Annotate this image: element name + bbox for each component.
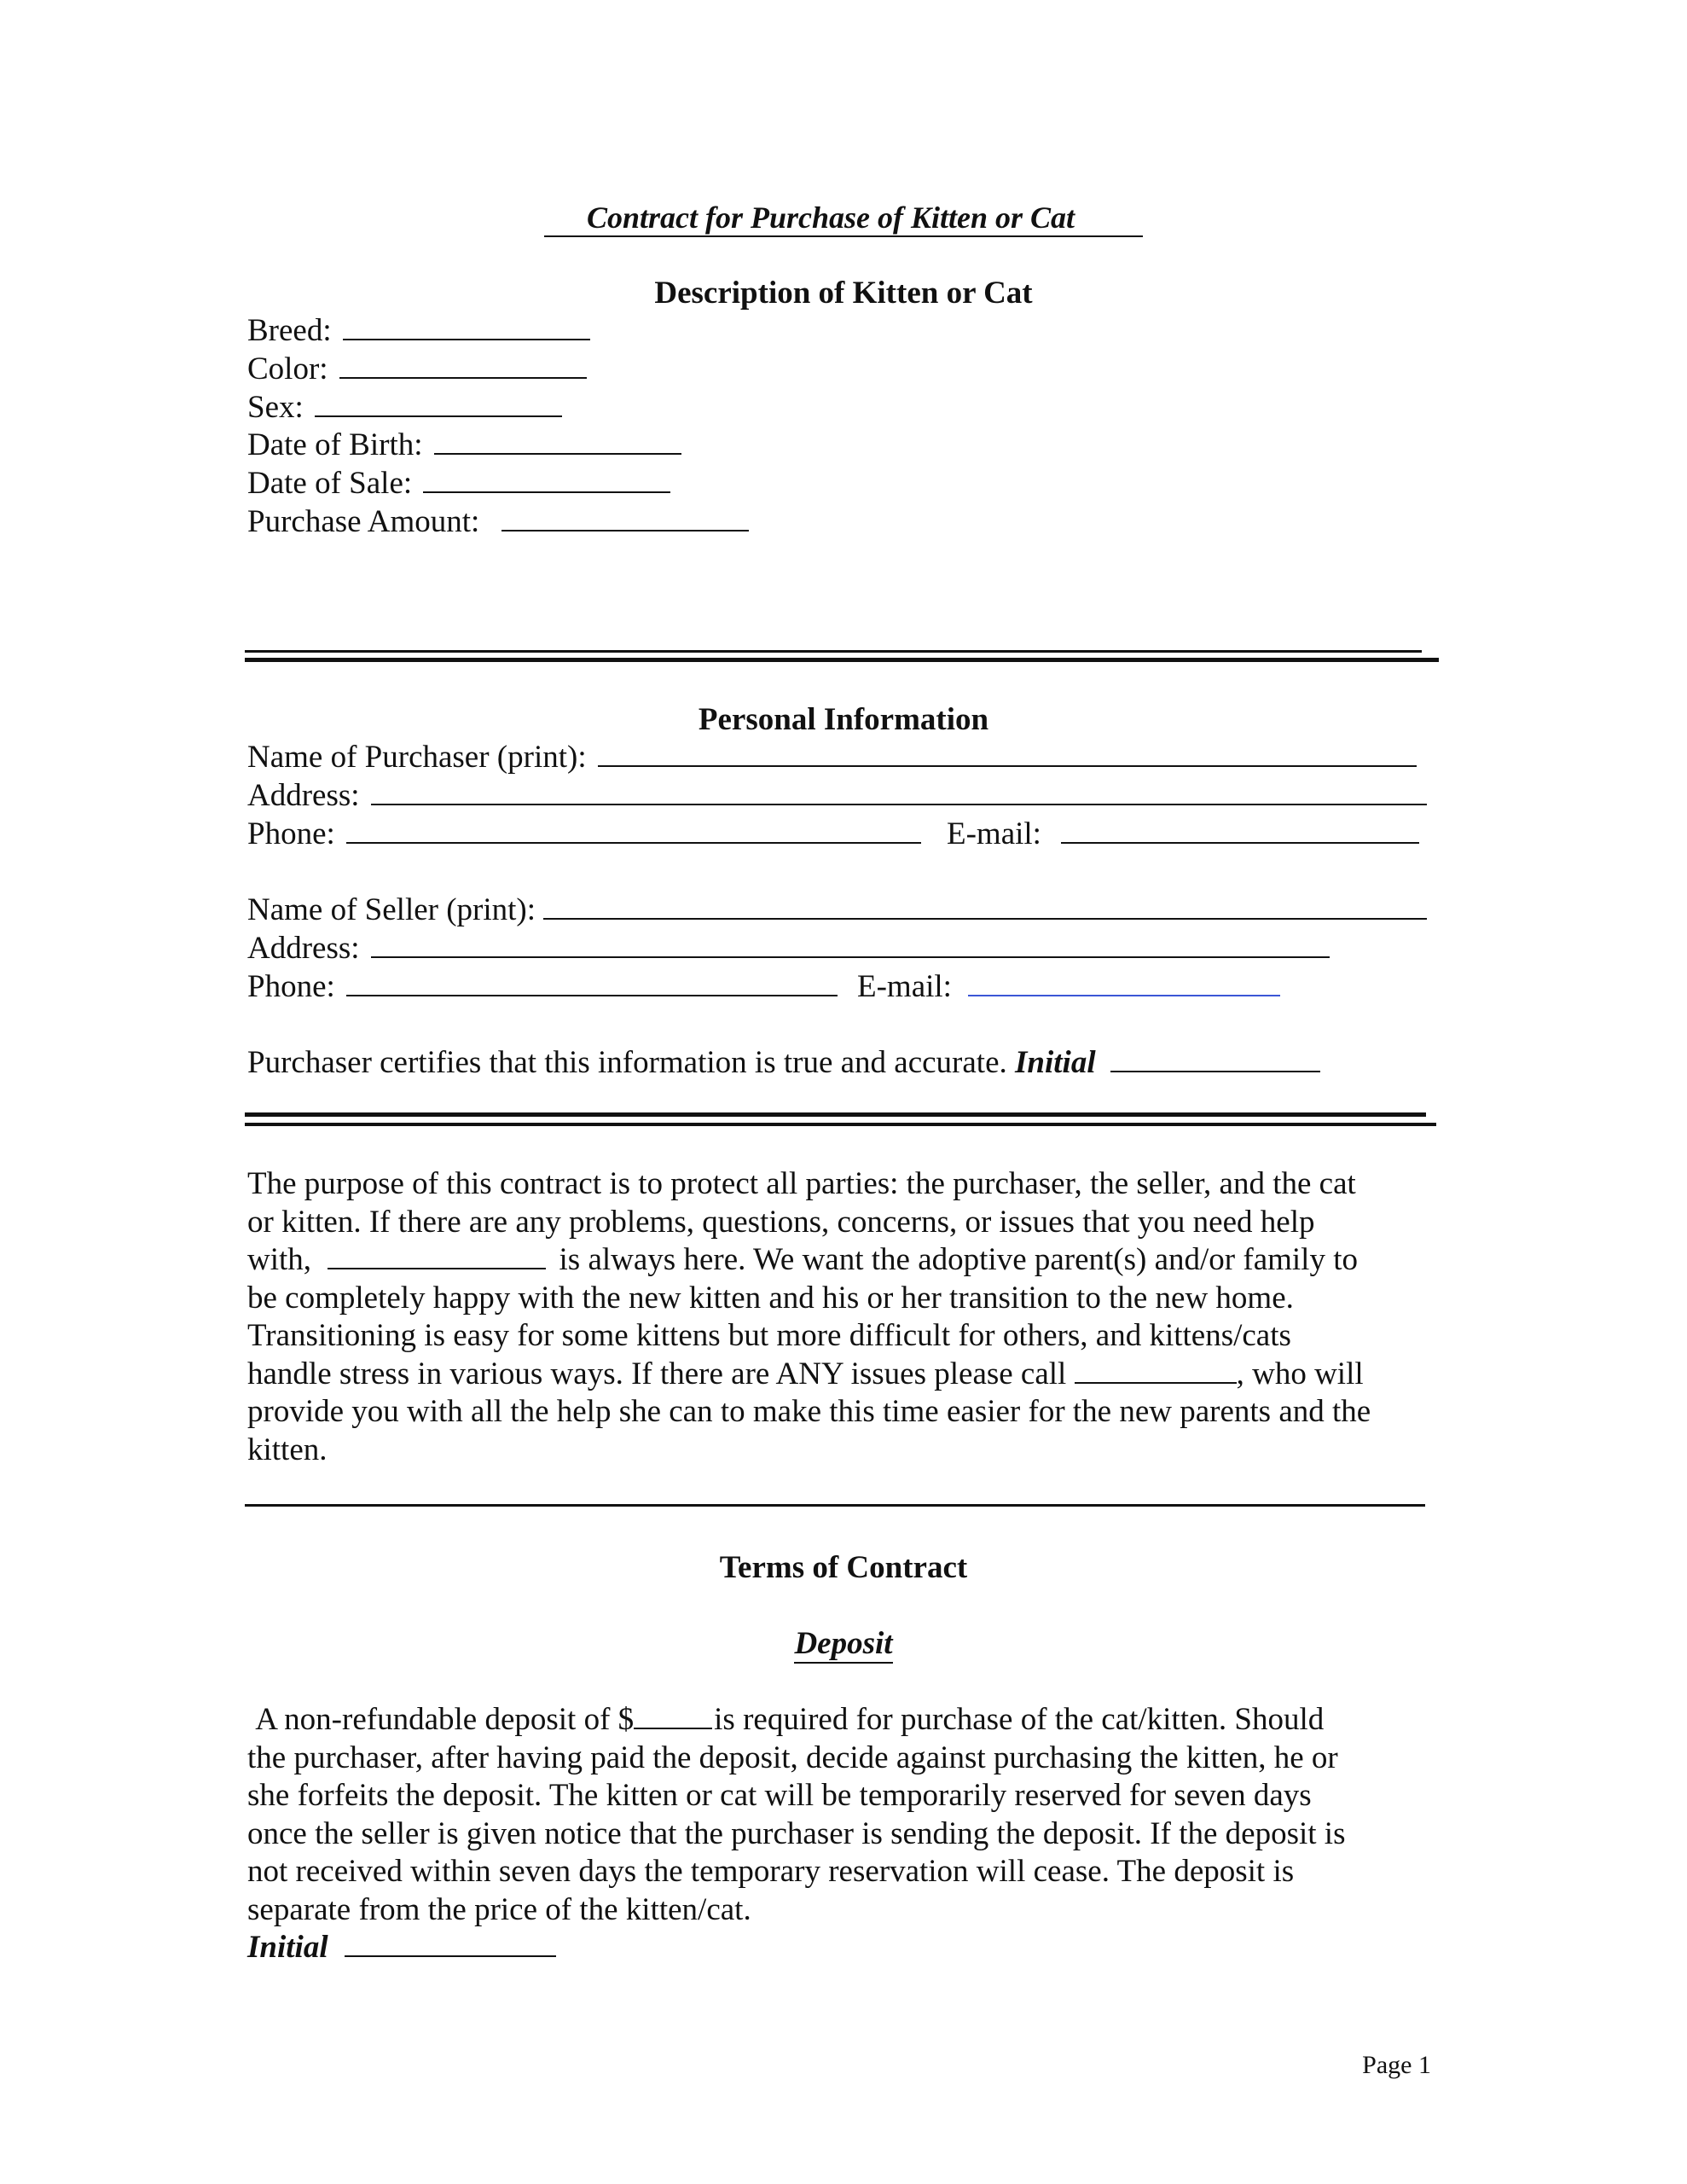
deposit-initial-line [247, 1929, 1458, 1967]
purchaser-phone-field [247, 816, 921, 854]
breed-field [247, 312, 590, 351]
purpose-line-5: Transitioning is easy for some kittens but more difficult for others, and kittens/cats [247, 1318, 1291, 1353]
deposit-line-5: not received within seven days the temporary reservation will cease. The deposit is [247, 1854, 1295, 1889]
seller-email-field [857, 968, 1280, 1007]
deposit-line-1-tail: is required for purchase of the cat/kitten. Should [714, 1702, 1325, 1737]
section-divider-thin [245, 650, 1422, 653]
color-label: Color: [247, 351, 328, 386]
seller-phone-blank[interactable] [346, 969, 838, 996]
purpose-line-3-text: is always here. We want the adoptive parent(s) and/or family to [559, 1242, 1358, 1277]
purchaser-address-label: Address: [247, 778, 360, 813]
seller-email-label: E-mail: [857, 969, 952, 1004]
deposit-heading: Deposit [794, 1626, 892, 1664]
date-of-sale-label: Date of Sale: [247, 466, 413, 501]
seller-address-blank[interactable] [371, 931, 1330, 958]
call-name-blank[interactable] [1075, 1356, 1237, 1384]
purpose-line-7: provide you with all the help she can to make this time easier for the new parents and the [247, 1394, 1371, 1429]
purchase-amount-label: Purchase Amount: [247, 504, 480, 539]
breed-label: Breed: [247, 313, 332, 348]
description-heading: Description of Kitten or Cat [654, 276, 1033, 311]
deposit-line-4: once the seller is given notice that the purchaser is sending the deposit. If the deposit is [247, 1815, 1346, 1851]
sex-blank[interactable] [315, 390, 562, 417]
color-blank[interactable] [339, 351, 587, 379]
sex-field [247, 389, 562, 427]
seller-phone-field [247, 968, 838, 1007]
purchaser-email-blank[interactable] [1061, 816, 1419, 844]
purpose-line-4: be completely happy with the new kitten and his or her transition to the new home. [247, 1280, 1294, 1316]
date-of-birth-blank[interactable] [434, 427, 681, 455]
purpose-with: with, [247, 1242, 312, 1277]
document-title [0, 200, 1687, 237]
certify-text: Purchaser certifies that this information is true and accurate. [247, 1045, 1007, 1080]
purchaser-name-field [247, 739, 1417, 777]
document-title-text: Contract for Purchase of Kitten or Cat [544, 200, 1143, 237]
seller-address-field [247, 930, 1330, 968]
terms-heading: Terms of Contract [719, 1550, 968, 1585]
purchaser-email-field [947, 816, 1419, 854]
purchaser-name-blank[interactable] [598, 740, 1417, 767]
seller-name-field [247, 892, 1427, 930]
deposit-amount-blank[interactable] [634, 1702, 712, 1729]
purpose-line-2: or kitten. If there are any problems, questions, concerns, or issues that you need help [247, 1204, 1315, 1240]
seller-phone-label: Phone: [247, 969, 335, 1004]
breed-blank[interactable] [343, 313, 590, 340]
purchaser-phone-blank[interactable] [346, 816, 921, 844]
purchaser-email-label: E-mail: [947, 816, 1041, 851]
purpose-line-6-tail: , who will [1236, 1356, 1364, 1391]
purpose-line-6 [247, 1356, 1458, 1394]
date-of-sale-field [247, 465, 670, 503]
deposit-line-3: she forfeits the deposit. The kitten or cat will be temporarily reserved for seven days [247, 1778, 1312, 1813]
deposit-line-1-text: A non-refundable deposit of $ [255, 1702, 635, 1737]
section-divider-thin-2 [245, 1123, 1436, 1126]
deposit-paragraph [247, 1701, 1458, 1967]
section-divider-thick [245, 658, 1439, 662]
date-of-birth-field [247, 427, 681, 465]
certify-initial-blank[interactable] [1110, 1045, 1320, 1072]
deposit-heading-wrap [0, 1625, 1687, 1662]
date-of-birth-label: Date of Birth: [247, 427, 423, 462]
seller-address-label: Address: [247, 931, 360, 966]
purchaser-phone-label: Phone: [247, 816, 335, 851]
deposit-line-2: the purchaser, after having paid the deposit, decide against purchasing the kitten, he or [247, 1740, 1338, 1775]
purchaser-name-label: Name of Purchaser (print): [247, 740, 587, 775]
seller-name-blank[interactable] [543, 892, 1427, 920]
purchase-amount-blank[interactable] [501, 504, 749, 531]
section-divider-thick-2 [245, 1112, 1426, 1117]
purpose-line-8: kitten. [247, 1432, 328, 1467]
purpose-paragraph [247, 1165, 1458, 1469]
purpose-line-1: The purpose of this contract is to protect all parties: the purchaser, the seller, and the cat [247, 1166, 1356, 1201]
date-of-sale-blank[interactable] [423, 466, 670, 493]
purchaser-address-field [247, 777, 1427, 816]
certify-initial-label: Initial [1015, 1045, 1096, 1080]
section-divider-3 [245, 1504, 1425, 1507]
deposit-line-1 [247, 1701, 1458, 1740]
deposit-initial-blank[interactable] [345, 1930, 556, 1957]
contact-name-blank[interactable] [328, 1242, 546, 1269]
purchase-amount-field [247, 503, 749, 542]
seller-email-blank[interactable] [968, 969, 1280, 996]
sex-label: Sex: [247, 390, 304, 425]
seller-name-label: Name of Seller (print): [247, 892, 536, 927]
purchaser-address-blank[interactable] [371, 778, 1427, 805]
page-number: Page 1 [1362, 2051, 1431, 2079]
certify-line [247, 1044, 1320, 1083]
deposit-line-6: separate from the price of the kitten/cat. [247, 1891, 751, 1927]
color-field [247, 351, 587, 389]
deposit-initial-label: Initial [247, 1930, 328, 1965]
purpose-line-3 [247, 1241, 1458, 1280]
personal-info-heading: Personal Information [698, 702, 989, 737]
purpose-line-6-text: handle stress in various ways. If there are ANY issues please call [247, 1356, 1067, 1391]
